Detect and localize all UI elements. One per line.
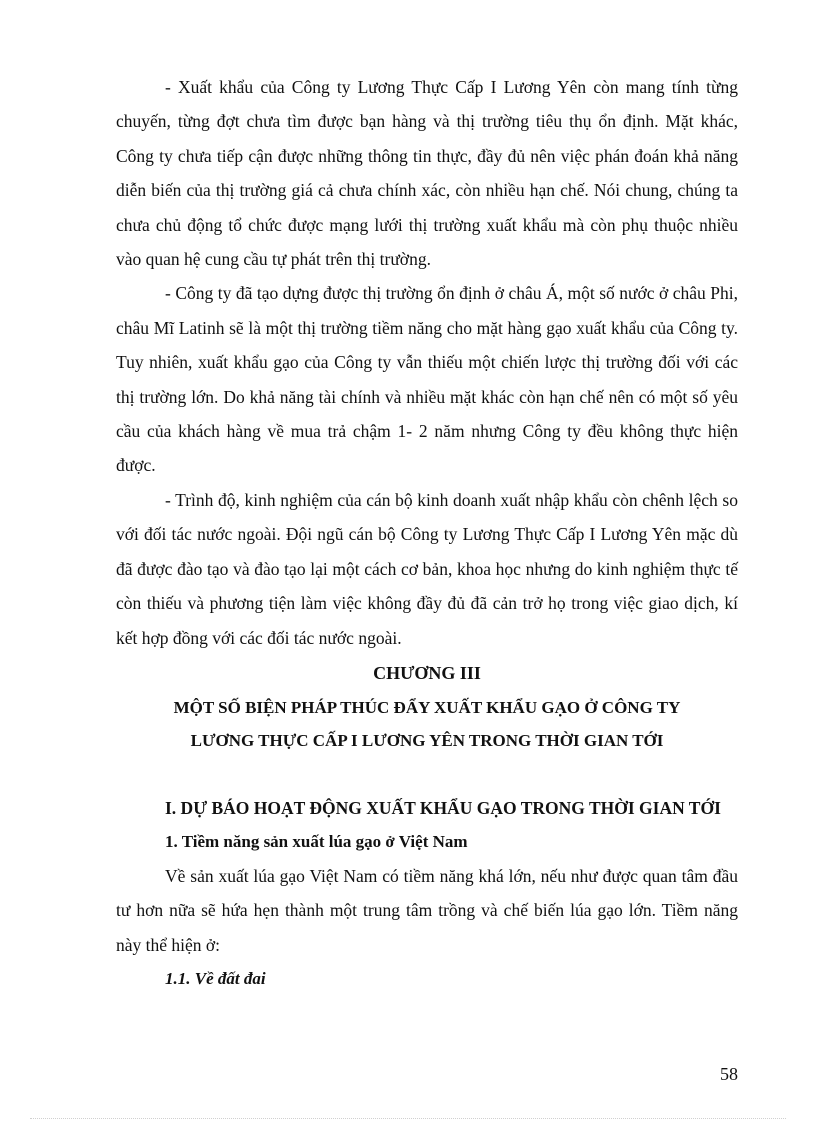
chapter-subtitle-line-2: LƯƠNG THỰC CẤP I LƯƠNG YÊN TRONG THỜI GIAN TỚI — [190, 730, 664, 750]
paragraph-export-limitations: - Xuất khẩu của Công ty Lương Thực Cấp I Lương Yên còn mang tính từng chuyến, từng đợt chưa tìm được bạn hàng và thị trường tiêu thụ ổn định. Mặt khác, Công ty chưa tiếp cận được những thông tin thực, đầy đủ nên việc phán đoán khả năng diễn biến của thị trường giá cả chưa chính xác, còn nhiều hạn chế. Nói chung, chúng ta chưa chủ động tổ chức được mạng lưới thị trường xuất khẩu mà còn phụ thuộc nhiều vào quan hệ cung cầu tự phát trên thị trường. — [116, 77, 738, 270]
paragraph-staff-experience: - Trình độ, kinh nghiệm của cán bộ kinh doanh xuất nhập khẩu còn chênh lệch so với đối tác nước ngoài. Đội ngũ cán bộ Công ty Lương Thực Cấp I Lương Yên mặc dù đã được đào tạo và đào tạo lại một cách cơ bản, khoa học nhưng do kinh nghiệm thực tế còn thiếu và phương tiện làm việc không đầy đủ đã cản trở họ trong việc giao dịch, kí kết hợp đồng với các đối tác nước ngoài. — [116, 489, 738, 648]
chapter-title: CHƯƠNG III — [373, 662, 481, 683]
document-page — [116, 70, 738, 996]
subsubsection-heading: 1.1. Về đất đai — [165, 969, 266, 989]
paragraph-market-asia: - Công ty đã tạo dựng được thị trường ổn định ở châu Á, một số nước ở châu Phi, châu Mĩ Latinh sẽ là một thị trường tiềm năng cho mặt hàng gạo xuất khẩu của Công ty. Tuy nhiên, xuất khẩu gạo của Công ty vẫn thiếu một chiến lược thị trường đối với các thị trường lớn. Do khả năng tài chính và nhiều mặt khác còn hạn chế nên có một số yêu cầu của khách hàng về mua trả chậm 1- 2 năm nhưng Công ty đều không thực hiện được. — [116, 283, 738, 476]
page-bottom-divider — [30, 1118, 786, 1119]
subsection-heading: 1. Tiềm năng sản xuất lúa gạo ở Việt Nam — [165, 831, 468, 851]
section-heading: I. DỰ BÁO HOẠT ĐỘNG XUẤT KHẨU GẠO TRONG THỜI GIAN TỚI — [165, 797, 721, 818]
chapter-subtitle-line-1: MỘT SỐ BIỆN PHÁP THÚC ĐẨY XUẤT KHẨU GẠO Ở CÔNG TY — [173, 697, 681, 717]
paragraph-rice-potential: Về sản xuất lúa gạo Việt Nam có tiềm năng khá lớn, nếu như được quan tâm đầu tư hơn nữa sẽ hứa hẹn thành một trung tâm trồng và chế biến lúa gạo lớn. Tiềm năng này thể hiện ở: — [116, 865, 738, 955]
page-number: 58 — [720, 1064, 738, 1084]
